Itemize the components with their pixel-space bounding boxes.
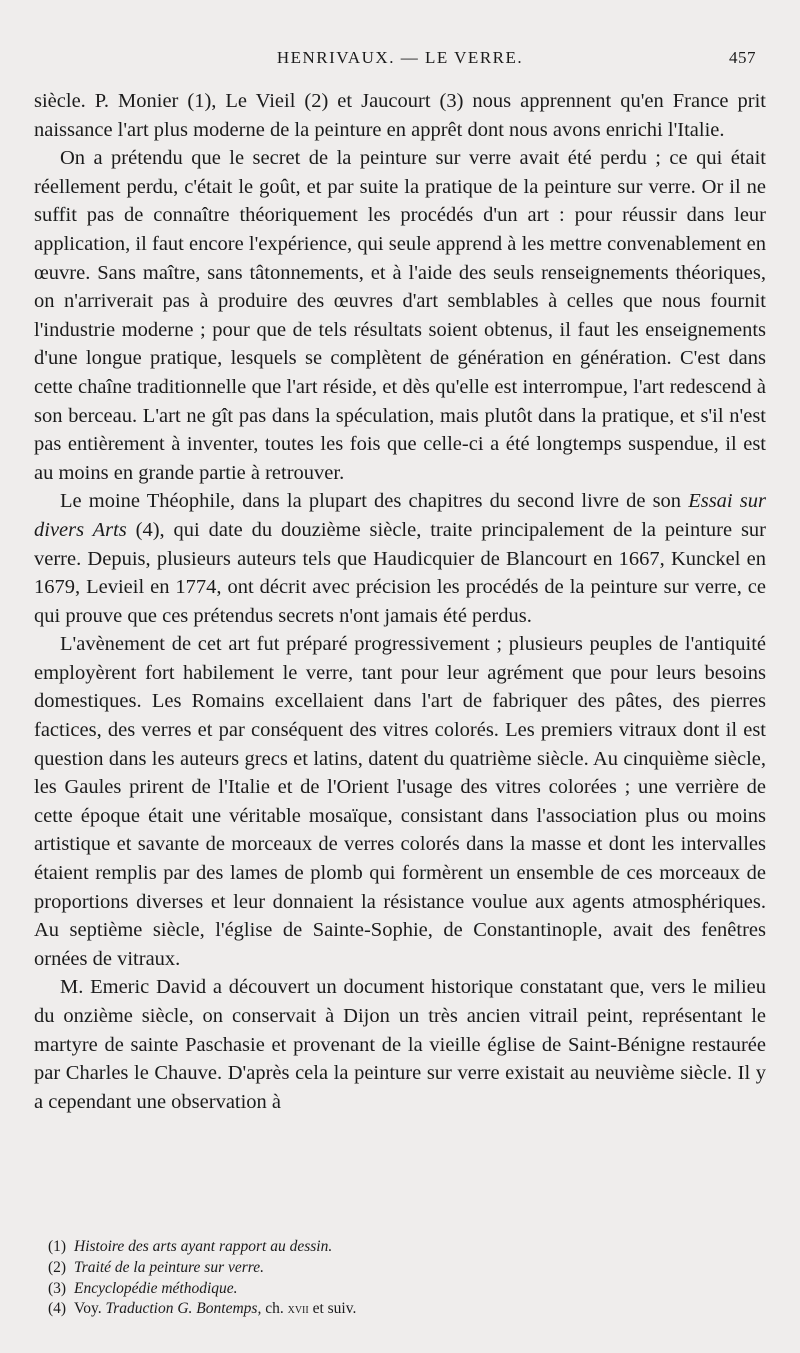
running-title: HENRIVAUX. — LE VERRE. (276, 48, 524, 67)
paragraph-3 (34, 487, 766, 630)
footnote-4 (48, 1299, 768, 1321)
footnote-2 (48, 1258, 768, 1279)
footnote-text: Encyclopédie méthodique. (74, 1279, 238, 1297)
footnote-number: (2) (48, 1258, 67, 1276)
paragraph-3-text-b: (4), qui date du douzième siècle, traite principalement de la peinture sur verre. Depuis, plusieurs auteurs tels que Haudicquier de Blancourt en 1667, Kunckel en 1679, Levieil en 1774, ont décrit avec précision les procédés de la peinture sur verre, ce qui prouve que ces prétendus secrets n'ont jamais été perdus. (34, 518, 766, 627)
page-header (0, 46, 800, 76)
book-title-essai: Essai sur divers Arts (34, 490, 766, 541)
footnote-1 (48, 1237, 768, 1258)
footnote-title: Traduction G. Bontemps, (105, 1300, 262, 1318)
paragraph-2: On a prétendu que le secret de la peinture sur verre avait été perdu ; ce qui était réellement perdu, c'était le goût, et par suite la pratique de la peinture sur verre. Or il ne suffit pas de connaître théoriquement les procédés d'un art : pour réussir dans leur application, il faut encore l'expérience, qui seule apprend à les mettre convenablement en œuvre. Sans maître, sans tâtonnements, et à l'aide des seuls renseignements théoriques, on n'arriverait pas à produire des œuvres d'art semblables à celles que nous fournit l'industrie moderne ; pour que de tels résultats soient obtenus, il faut les enseignements d'une longue pratique, lesquels se complètent de génération en génération. C'est dans cette chaîne traditionnelle que l'art réside, et dès qu'elle est interrompue, l'art redescend à son berceau. L'art ne gît pas dans la spéculation, mais plutôt dans la pratique, et s'il n'est pas entièrement à inventer, toutes les fois que celle-ci a été longtemps suspendue, il est au moins en grande partie à retrouver. (34, 147, 766, 484)
footnote-3 (48, 1279, 768, 1300)
footnote-prefix: Voy. (74, 1300, 106, 1318)
paragraph-5: M. Emeric David a découvert un document historique constatant que, vers le milieu du onzième siècle, on conservait à Dijon un très ancien vitrail peint, représentant le martyre de sainte Paschasie et provenant de la vieille église de Saint-Bénigne restaurée par Charles le Chauve. D'après cela la peinture sur verre existait au neuvième siècle. Il y a cependant une observation à (34, 976, 766, 1113)
paragraph-3-text-a: Le moine Théophile, dans la plupart des chapitres du second livre de son (60, 490, 689, 513)
page-number: 457 (729, 48, 756, 67)
body-text (34, 87, 766, 1116)
footnote-number: (1) (48, 1238, 67, 1255)
footnote-number: (3) (48, 1279, 67, 1297)
footnote-roman-numeral: xvii (287, 1302, 309, 1318)
footnote-text: Histoire des arts ayant rapport au dessin. (74, 1238, 333, 1255)
footnote-number: (4) (48, 1300, 67, 1318)
paragraph-1: siècle. P. Monier (1), Le Vieil (2) et Jaucourt (3) nous apprennent qu'en France prit naissance l'art plus moderne de la peinture en apprêt dont nous avons enrichi l'Italie. (34, 90, 766, 141)
paragraph-4: L'avènement de cet art fut préparé progressivement ; plusieurs peuples de l'antiquité employèrent fort habilement le verre, tant pour leur agrément que pour leurs besoins domestiques. Les Romains excellaient dans l'art de fabriquer des pâtes, des pierres factices, des verres et par conséquent des vitres colorés. Les premiers vitraux dont il est question dans les auteurs grecs et latins, datent du quatrième siècle. Au cinquième siècle, les Gaules prirent de l'Italie et de l'Orient l'usage des vitres colorées ; une verrière de cette époque était une véritable mosaïque, consistant dans l'association plus ou moins artistique et savante de morceaux de verres colorés dans la masse et dont les intervalles étaient remplis par des lames de plomb qui formèrent un ensemble de ces morceaux de proportions diverses et leur donnaient la résistance voulue aux agents atmosphériques. Au septième siècle, l'église de Sainte-Sophie, de Constantinople, avait des fenêtres ornées de vitraux. (34, 633, 766, 970)
footnotes (48, 1237, 768, 1321)
footnote-text: Traité de la peinture sur verre. (74, 1258, 264, 1276)
footnote-suffix: et suiv. (308, 1300, 357, 1318)
footnote-chapter-label: ch. (261, 1300, 288, 1318)
